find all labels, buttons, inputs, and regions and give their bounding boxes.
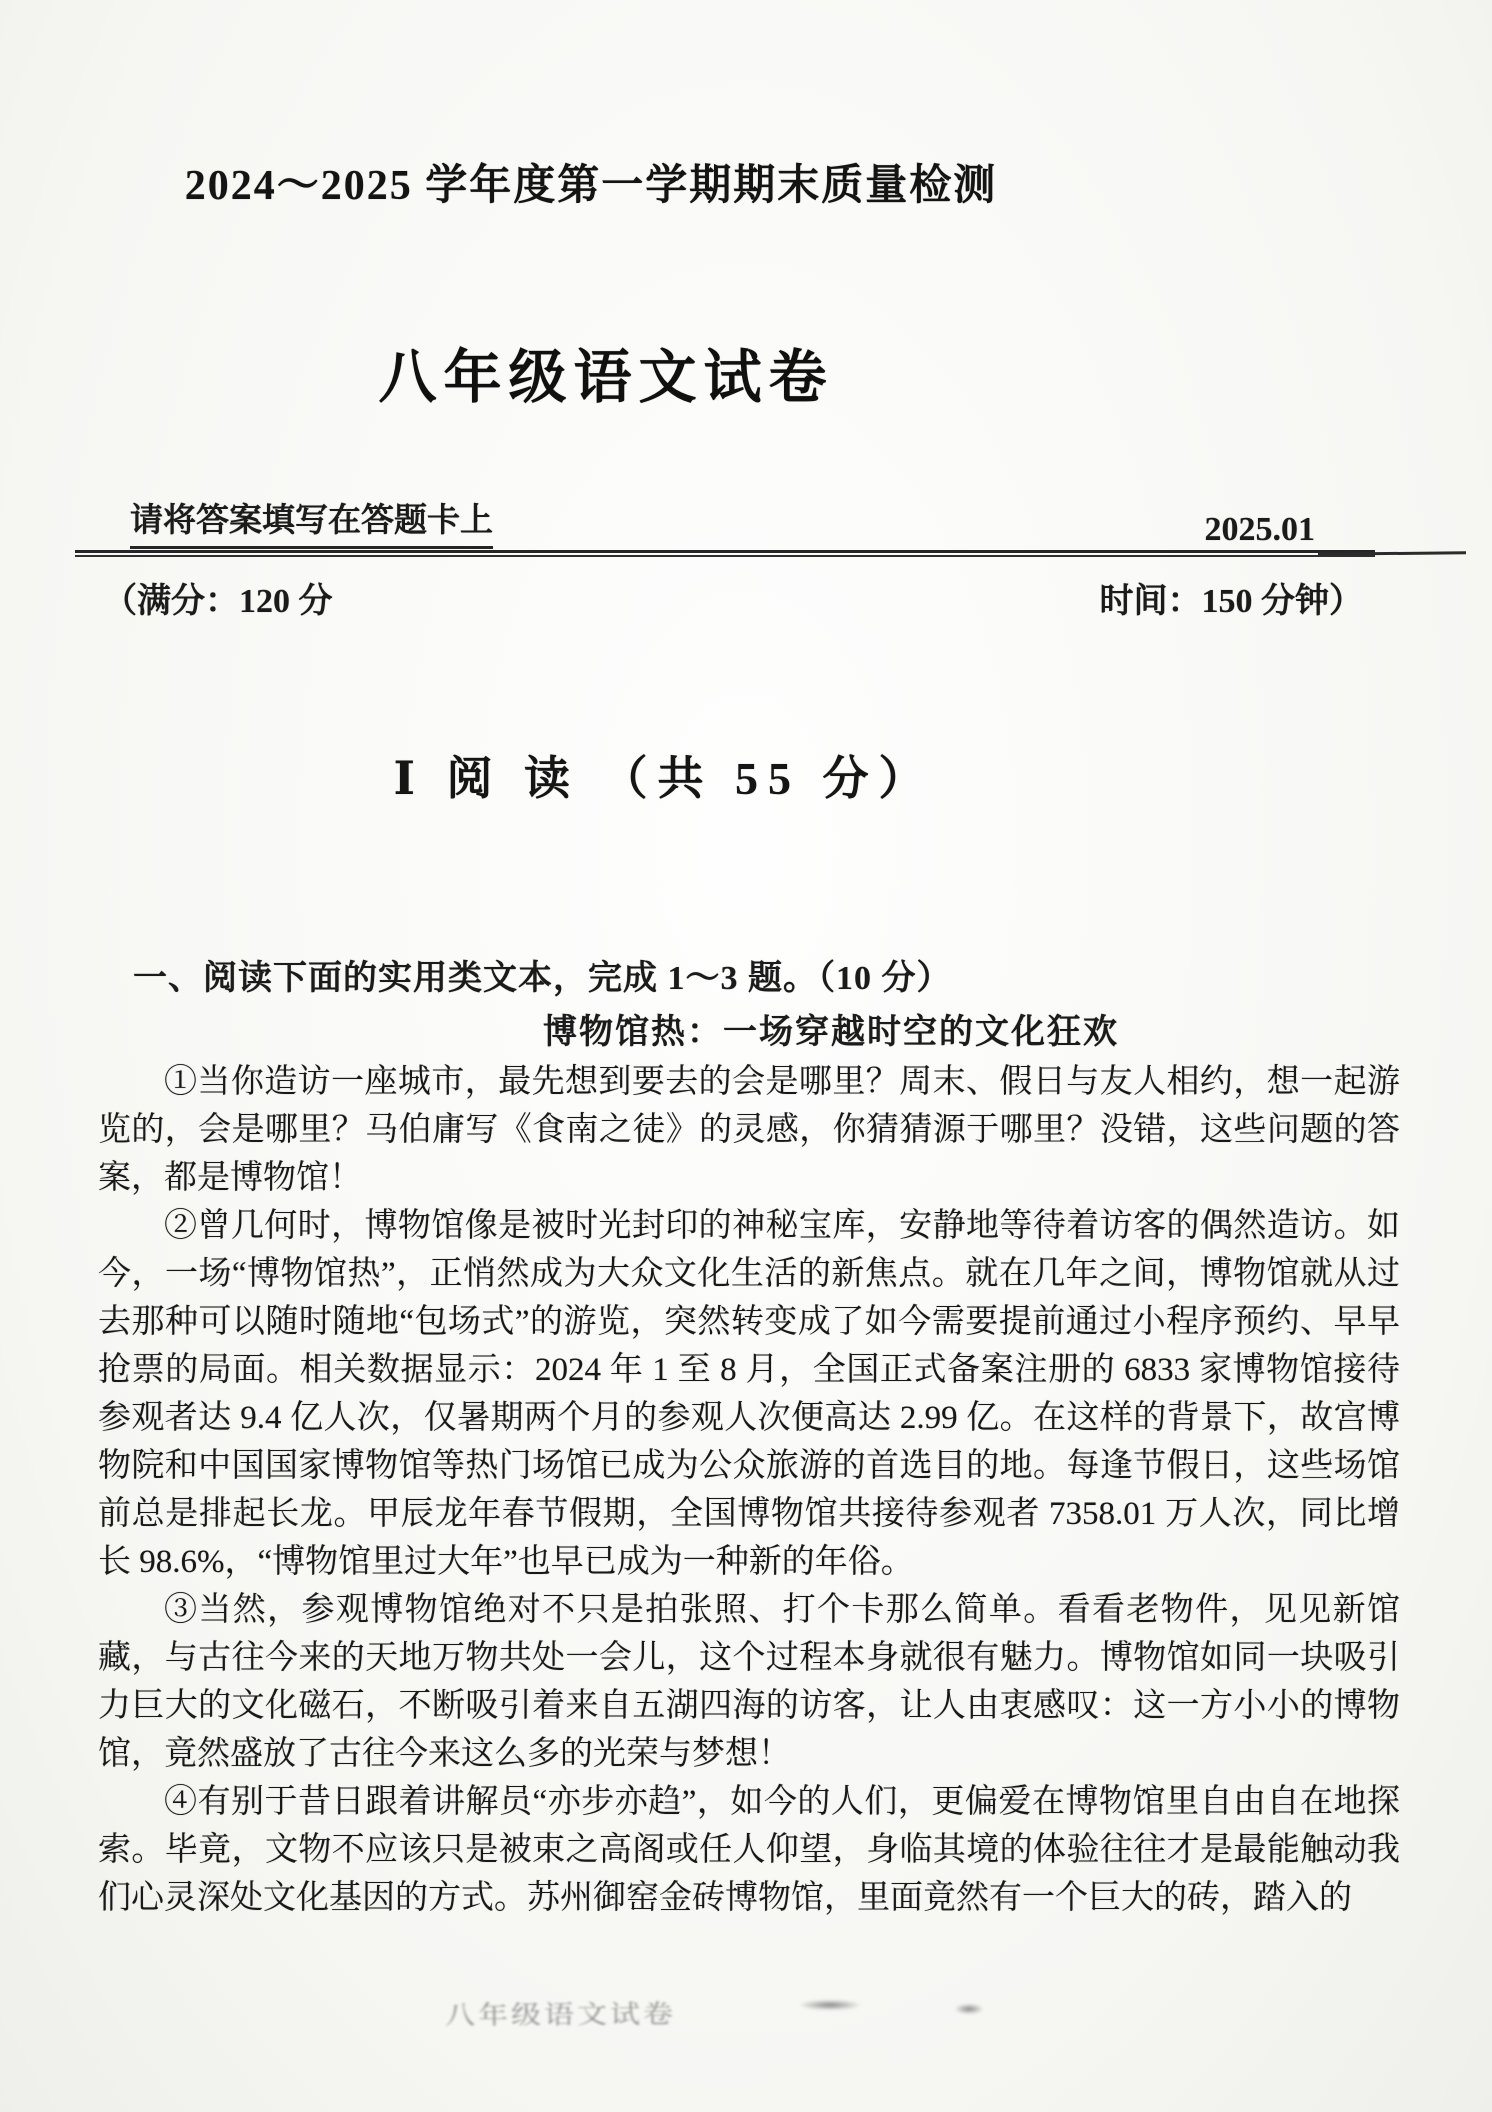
- full-score-label: （满分：120 分: [103, 583, 333, 620]
- exam-meta-block: [75, 494, 1375, 622]
- exam-session-title: 2024～2025 学年度第一学期期末质量检测: [184, 163, 998, 209]
- article-title: 博物馆热：一场穿越时空的文化狂欢: [543, 1014, 1119, 1051]
- duration-label: 时间：150 分钟）: [1099, 583, 1363, 620]
- footer-ghost-text: 八年级语文试卷: [444, 2000, 677, 2030]
- meta-row-top: [75, 494, 1375, 549]
- article-paragraph-3: ③当然，参观博物馆绝对不只是拍张照、打个卡那么简单。看看老物件，见见新馆藏，与古往今来的天地万物共处一会儿，这个过程本身就很有魅力。博物馆如同一块吸引力巨大的文化磁石，不断吸引着来自五湖四海的访客，让人由衷感叹：这一方小小的博物馆，竟然盛放了古往今来这么多的光荣与梦想！: [98, 1592, 1400, 1772]
- section-title-reading: Ⅰ 阅 读 （共 55 分）: [393, 753, 935, 804]
- paper-title: 八年级语文试卷: [378, 345, 834, 410]
- scan-smudge: [800, 2000, 860, 2010]
- double-rule-divider: [75, 550, 1375, 557]
- date-underline: [1318, 551, 1466, 556]
- scan-smudge: [955, 2004, 983, 2014]
- question-one-heading: 一、阅读下面的实用类文本，完成 1～3 题。（10 分）: [133, 960, 952, 997]
- meta-row-bottom: [75, 573, 1375, 622]
- article-paragraph-1: ①当你造访一座城市，最先想到要去的会是哪里？周末、假日与友人相约，想一起游览的，会是哪里？马伯庸写《食南之徒》的灵感，你猜猜源于哪里？没错，这些问题的答案，都是博物馆！: [98, 1064, 1400, 1196]
- article-paragraph-4: ④有别于昔日跟着讲解员“亦步亦趋”，如今的人们，更偏爱在博物馆里自由自在地探索。毕竟，文物不应该只是被束之高阁或任人仰望，身临其境的体验往往才是最能触动我们心灵深处文化基因的方式。苏州御窑金砖博物馆，里面竟然有一个巨大的砖，踏入的: [98, 1784, 1400, 1916]
- article-body: [98, 1058, 1400, 1922]
- answer-sheet-note: 请将答案填写在答题卡上: [130, 494, 493, 549]
- article-paragraph-2: ②曾几何时，博物馆像是被时光封印的神秘宝库，安静地等待着访客的偶然造访。如今，一场“博物馆热”，正悄然成为大众文化生活的新焦点。就在几年之间，博物馆就从过去那种可以随时随地“包场式”的游览，突然转变成了如今需要提前通过小程序预约、早早抢票的局面。相关数据显示：2024 年 1 至 8 月，全国正式备案注册的 6833 家博物馆接待参观者达 9.4 亿人次，仅暑期两个月的参观人次便高达 2.99 亿。在这样的背景下，故宫博物院和中国国家博物馆等热门场馆已成为公众旅游的首选目的地。每逢节假日，这些场馆前总是排起长龙。甲辰龙年春节假期，全国博物馆共接待参观者 7358.01 万人次，同比增长 98.6%，“博物馆里过大年”也早已成为一种新的年俗。: [98, 1208, 1400, 1580]
- exam-date: 2025.01: [1204, 511, 1315, 548]
